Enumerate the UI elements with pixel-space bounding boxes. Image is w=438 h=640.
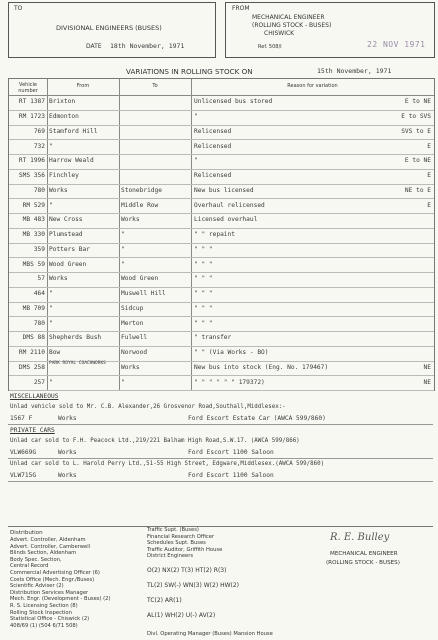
distribution-item: Traffic Auditor, Griffith House [147, 546, 223, 553]
table-cell-code: E to NE [404, 157, 431, 165]
row-rule [9, 213, 434, 214]
section-vehicle: VLW715G [10, 472, 37, 479]
ref-number: Ref. 508/I [258, 44, 282, 50]
section-vehicle: VLW669G [10, 449, 37, 456]
table-cell-reason: New bus into stock (Eng. No. 179467) [194, 363, 329, 371]
row-rule [9, 198, 434, 199]
table-cell-vehicle: 257 [33, 378, 45, 386]
table-cell-from: " [49, 142, 53, 150]
table-cell-reason: Relicensed [194, 127, 232, 135]
table-cell-to: Stonebridge [121, 186, 162, 194]
section-rule [8, 458, 433, 459]
distribution-item: R. S. Licensing Section (8) [10, 602, 78, 609]
to-value: DIVISIONAL ENGINEERS (BUSES) [56, 24, 162, 32]
distribution-right-list [147, 527, 222, 560]
section-title: PRIVATE CARS [10, 427, 55, 434]
column-divider [119, 79, 120, 390]
table-cell-from: Wood Green [49, 260, 87, 268]
table-cell-to: " [121, 245, 125, 253]
table-cell-reason: " " " [194, 304, 213, 312]
row-rule [9, 331, 434, 332]
table-cell-vehicle: RT 1387 [18, 98, 45, 106]
date-value: 18th November, 1971 [110, 42, 185, 50]
from-box [225, 2, 435, 58]
table-cell-vehicle: MB 330 [22, 231, 45, 239]
table-cell-vehicle: RM 529 [22, 201, 45, 209]
table-cell-vehicle: RT 1996 [18, 157, 45, 165]
to-label: TO [14, 5, 23, 12]
distribution-item: Distribution Services Manager [10, 589, 89, 596]
district-code-line: O(2) NX(2) T(3) HT(2) R(3) [147, 567, 227, 574]
table-cell-reason: " " " [194, 245, 213, 253]
table-cell-reason: Unlicensed bus stored [194, 98, 273, 106]
distribution-item: Costs Office (Mech. Engr./Buses) [10, 576, 95, 583]
table-cell-from: Potters Bar [49, 245, 90, 253]
table-cell-from: Bow [49, 349, 61, 357]
section-line: Unlad car sold to L. Harold Perry Ltd.,51-55 High Street, Edgware,Middlesex.(AWCA 599/860) [10, 461, 325, 467]
distribution-item: Body Spec. Section, [10, 556, 62, 563]
row-rule [9, 125, 434, 126]
distribution-item: Commercial Advertising Officer (6) [10, 569, 100, 576]
table-cell-reason: " " " [194, 290, 213, 298]
table-cell-to: Norwood [121, 349, 148, 357]
table-cell-code: E to NE [404, 98, 431, 106]
distribution-item: Advert. Controller, Aldenham [10, 537, 86, 543]
table-cell-reason: " [194, 157, 198, 165]
table-cell-vehicle: 769 [33, 127, 45, 135]
table-cell-reason: Relicensed [194, 142, 232, 150]
table-cell-vehicle: 780 [33, 186, 45, 194]
divisional-manager-line: Divl. Operating Manager (Buses) Mansion House [147, 631, 273, 637]
distribution-item: Blinds Section, Aldenham [10, 550, 77, 557]
table-cell-vehicle: SMS 356 [18, 172, 45, 180]
row-rule [9, 287, 434, 288]
section-from: Works [58, 472, 77, 479]
table-cell-from: Works [49, 275, 68, 283]
distribution-item: 408/69 (1) (504 6/71 508) [10, 622, 78, 629]
signature: R. E. Bulley [330, 532, 390, 543]
table-cell-reason: Relicensed [194, 172, 232, 180]
table-cell-from: " [49, 290, 53, 298]
section-line: Unlad vehicle sold to Mr. C.B. Alexander,26 Grosvenor Road,Southall,Middlesex:- [10, 404, 286, 410]
section-reason: Ford Escort 1100 Saloon [188, 449, 274, 456]
table-cell-vehicle: 732 [33, 142, 45, 150]
table-cell-to: " [121, 378, 125, 386]
section-vehicle: 1567 F [10, 415, 33, 422]
from-line1: MECHANICAL ENGINEER [252, 14, 325, 21]
col-header-to: To [152, 83, 158, 89]
distribution-item: Rolling Stock Inspection [10, 609, 72, 616]
row-rule [9, 110, 434, 111]
table-cell-from: Plumstead [49, 231, 83, 239]
row-rule [9, 257, 434, 258]
col-header-from: From [76, 83, 90, 89]
row-rule [9, 154, 434, 155]
table-cell-from: Finchley [49, 172, 79, 180]
table-cell-code: NE [423, 363, 431, 371]
column-divider [191, 79, 192, 390]
signature-title-2: (ROLLING STOCK - BUSES) [326, 560, 400, 566]
table-cell-code: E [427, 142, 431, 150]
distribution-item: Central Record [10, 563, 49, 570]
table-cell-vehicle: RM 1723 [18, 113, 45, 121]
from-line3: CHISWICK [264, 30, 295, 37]
date-stamp: 22 NOV 1971 [367, 40, 426, 49]
signature-title-1: MECHANICAL ENGINEER [330, 551, 398, 557]
from-label: FROM [232, 5, 250, 12]
distribution-item: Scientific Adviser (2) [10, 583, 64, 590]
distribution-left-list [10, 537, 111, 629]
table-cell-to: Sidcup [121, 304, 144, 312]
row-rule [9, 169, 434, 170]
table-cell-code: SVS to E [401, 127, 431, 135]
header-rule [9, 95, 434, 96]
table-cell-reason: " " repaint [194, 231, 235, 239]
distribution-item: Statistical Office - Chiswick (2) [10, 616, 90, 623]
table-cell-to: " [121, 260, 125, 268]
table-cell-reason: " " " [194, 275, 213, 283]
table-cell-vehicle: 464 [33, 290, 45, 298]
table-cell-reason: " " " [194, 260, 213, 268]
section-reason: Ford Escort 1100 Saloon [188, 472, 274, 479]
table-cell-vehicle: 359 [33, 245, 45, 253]
table-cell-reason: Licensed overhaul [194, 216, 258, 224]
col-header-vehicle: Vehicle number [18, 82, 38, 94]
row-rule [9, 139, 434, 140]
table-cell-reason: " " " " " " 179372) [194, 378, 265, 386]
section-from: Works [58, 449, 77, 456]
table-cell-from: " [49, 378, 53, 386]
table-cell-to: " [121, 231, 125, 239]
section-rule [8, 481, 433, 482]
table-cell-from: Edmonton [49, 113, 79, 121]
page-title: VARIATIONS IN ROLLING STOCK ON [126, 67, 253, 76]
table-cell-reason: " transfer [194, 334, 232, 342]
table-cell-from: Shepherds Bush [49, 334, 102, 342]
date-label: DATE [86, 43, 102, 50]
distribution-item: Schedules Supt. Buses [147, 540, 206, 547]
table-cell-from: Brixton [49, 98, 76, 106]
table-cell-to: Wood Green [121, 275, 159, 283]
table-cell-vehicle: MBS 59 [22, 260, 45, 268]
distribution-item: District Engineers [147, 553, 194, 560]
section-line: Unlad car sold to F.H. Peacock Ltd.,219/221 Balham High Road,S.W.17. (AWCA 599/866) [10, 438, 300, 444]
table-cell-vehicle: MB 483 [22, 216, 45, 224]
table-cell-code: NE to E [404, 186, 431, 194]
district-code-line: TC(2) AR(1) [147, 597, 182, 604]
table-cell-from: Harrow Weald [49, 157, 94, 165]
table-cell-to: Works [121, 216, 140, 224]
table-cell-code: E to SVS [401, 113, 431, 121]
table-cell-to: Middle Row [121, 201, 159, 209]
table-cell-from: " [49, 319, 53, 327]
district-code-line: TL(2) SW(-) WN(3) W(2) HW(2) [147, 582, 240, 589]
section-from: Works [58, 415, 77, 422]
table-cell-reason: " " (Via Works - BO) [194, 349, 269, 357]
table-cell-reason: " " " [194, 319, 213, 327]
table-cell-to: Muswell Hill [121, 290, 166, 298]
table-cell-from: " [49, 304, 53, 312]
distribution-item: Advert. Controller, Camberwell [10, 543, 91, 550]
row-rule [9, 243, 434, 244]
table-cell-vehicle: RM 2110 [18, 349, 45, 357]
table-cell-vehicle: DMS 258 [18, 363, 45, 371]
table-cell-to: Fulwell [121, 334, 148, 342]
table-cell-vehicle: MB 709 [22, 304, 45, 312]
district-code-line: AL(1) WH(2) U(-) AV(2) [147, 612, 216, 619]
row-rule [9, 302, 434, 303]
table-cell-reason: " [194, 113, 198, 121]
distribution-item: Traffic Supt. (Buses) [147, 527, 199, 533]
table-cell-reason: Overhaul relicensed [194, 201, 265, 209]
title-date: 15th November, 1971 [317, 67, 392, 75]
table-cell-from: " [49, 201, 53, 209]
distribution-title: Distribution [10, 530, 43, 536]
row-rule [9, 390, 434, 391]
table-cell-from: New Cross [49, 216, 83, 224]
row-rule [9, 316, 434, 317]
section-rule [8, 424, 433, 425]
section-title: MISCELLANEOUS [10, 393, 59, 400]
table-cell-vehicle: 780 [33, 319, 45, 327]
table-cell-vehicle: 57 [37, 275, 45, 283]
from-line2: (ROLLING STOCK - BUSES) [252, 22, 332, 29]
col-header-reason: Reason for variation [287, 83, 338, 89]
table-cell-reason: New bus licensed [194, 186, 254, 194]
table-cell-code: E [427, 172, 431, 180]
table-cell-to: Works [121, 363, 140, 371]
distribution-item: Mech. Engr. (Development - Buses) (2) [10, 596, 111, 603]
row-rule [9, 346, 434, 347]
row-rule [9, 184, 434, 185]
variations-table [8, 78, 435, 391]
table-cell-vehicle: DMS 88 [22, 334, 45, 342]
table-cell-code: E [427, 201, 431, 209]
row-rule [9, 375, 434, 376]
section-reason: Ford Escort Estate Car (AWCA 599/860) [188, 415, 326, 422]
table-cell-from: Works [49, 186, 68, 194]
distribution-item: Financial Research Officer [147, 533, 215, 540]
table-cell-to: Merton [121, 319, 144, 327]
table-cell-from: Stamford Hill [49, 127, 98, 135]
table-cell-code: NE [423, 378, 431, 386]
district-codes [147, 563, 239, 623]
table-cell-from: PARK ROYAL COACHWORKS [49, 360, 106, 366]
row-rule [9, 272, 434, 273]
row-rule [9, 228, 434, 229]
column-divider [47, 79, 48, 390]
